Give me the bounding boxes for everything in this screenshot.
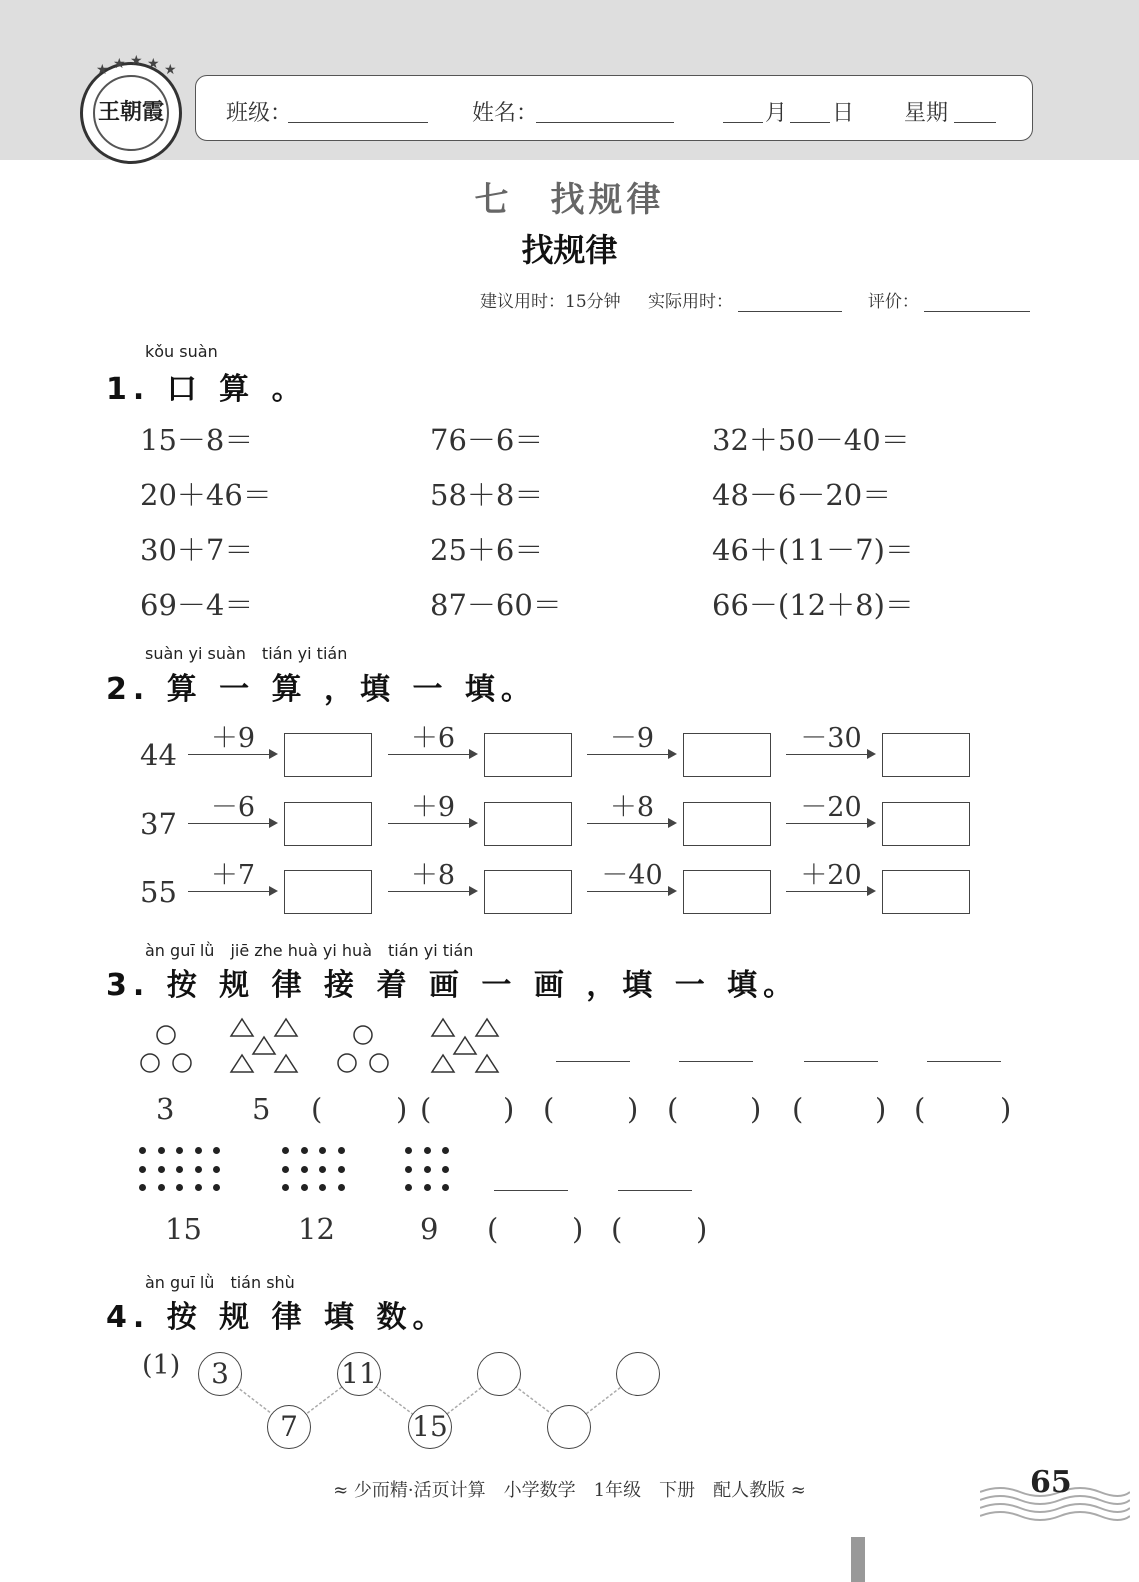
dot-mark [338,1147,345,1154]
answer-slot[interactable] [681,1096,750,1126]
answer-slot[interactable] [557,1096,627,1126]
actual-time-label: 实际用时： [648,292,734,312]
q1-title: 1. 口 算 。 [106,372,308,407]
draw-blank[interactable] [618,1190,692,1191]
draw-blank[interactable] [927,1061,1001,1062]
triangle-shape [275,1019,297,1036]
day-label: 日 [832,101,855,126]
answer-slot[interactable] [625,1216,696,1246]
dot-mark [176,1184,183,1191]
chain-start-number: 55 [140,875,177,909]
blank-number-circle[interactable] [477,1352,521,1396]
operation-label: －6 [210,792,256,823]
answer-box[interactable] [683,802,771,846]
paren-open: ( [792,1092,804,1126]
dot-mark [282,1184,289,1191]
q2-pinyin: suàn yi suàn tián yi tián [145,644,348,663]
q1-expr: 32＋50－40＝ [712,423,910,457]
rating-field[interactable] [924,293,1030,312]
paren-close: ) [696,1212,708,1246]
star-icon: ★ [164,62,177,78]
dot-mark [442,1147,449,1154]
answer-box[interactable] [284,870,372,914]
answer-box[interactable] [484,870,572,914]
timing-line [480,287,1030,312]
dot-mark [195,1184,202,1191]
dot-mark [139,1166,146,1173]
q1-expr: 76－6＝ [430,423,544,457]
arrow-icon [188,754,276,755]
answer-box[interactable] [882,802,970,846]
dot-mark [139,1184,146,1191]
blank-number-circle[interactable] [547,1405,591,1449]
name-label: 姓名： [472,101,539,126]
answer-slot[interactable] [501,1216,572,1246]
draw-blank[interactable] [556,1061,630,1062]
dot-mark [176,1166,183,1173]
q2-title: 2. 算 一 算 ，填 一 填。 [106,672,537,707]
dot-mark [424,1184,431,1191]
dot-mark [158,1147,165,1154]
triangle-shape [231,1019,253,1036]
dot-mark [213,1184,220,1191]
q1-expr: 87－60＝ [430,588,562,622]
operation-label: －9 [609,723,655,754]
star-icon: ★ [96,62,109,78]
dot-mark [442,1166,449,1173]
day-field[interactable] [790,100,830,123]
dot-mark [319,1184,326,1191]
logo-text: 王朝霞 [97,99,164,125]
number-circle: 3 [198,1352,242,1396]
weekday-label: 星期 [904,101,949,126]
paren-open: ( [420,1092,432,1126]
number-circle: 15 [408,1405,452,1449]
operation-label: ＋9 [210,723,256,754]
dot-mark [195,1147,202,1154]
q1-expr: 66－(12＋8)＝ [712,588,914,622]
paren-open: ( [311,1092,323,1126]
dot-mark [301,1147,308,1154]
dot-mark [405,1184,412,1191]
q1-expr: 48－6－20＝ [712,478,892,512]
arrow-icon [188,891,276,892]
arrow-icon [587,891,675,892]
operation-label: ＋6 [410,723,456,754]
month-field[interactable] [723,100,763,123]
dot-mark [442,1184,449,1191]
paren-open: ( [611,1212,623,1246]
answer-box[interactable] [284,802,372,846]
operation-label: －20 [800,792,862,823]
paren-close: ) [503,1092,515,1126]
arrow-icon [188,823,276,824]
paren-close: ) [1000,1092,1012,1126]
section-title: 找规律 [521,231,618,269]
q1-expr: 46＋(11－7)＝ [712,533,914,567]
operation-label: ＋20 [800,860,862,891]
paren-close: ) [627,1092,639,1126]
circle-shape [173,1054,191,1072]
chapter-title: 七 找规律 [474,180,665,220]
triangle-shape [231,1055,253,1072]
footer-text: ≈ 少而精·活页计算 小学数学 1年级 下册 配人教版 ≈ [333,1480,806,1501]
arrow-icon [786,891,874,892]
paren-close: ) [396,1092,408,1126]
circle-shape [141,1054,159,1072]
q1-expr: 30＋7＝ [140,533,254,567]
arrow-icon [786,823,874,824]
dot-mark [213,1147,220,1154]
answer-slot[interactable] [434,1096,503,1126]
triangle-shape [454,1037,476,1054]
operation-label: －40 [601,860,663,891]
q3-pinyin: àn guī lǜ jiē zhe huà yi huà tián yi tián [145,941,474,960]
triangle-shape [275,1055,297,1072]
q3-title: 3. 按 规 律 接 着 画 一 画 ，填 一 填。 [106,968,800,1003]
operation-label: ＋7 [210,860,256,891]
answer-box[interactable] [882,733,970,777]
dot-mark [139,1147,146,1154]
blank-number-circle[interactable] [616,1352,660,1396]
q1-expr: 69－4＝ [140,588,254,622]
dot-mark [158,1184,165,1191]
pattern-number: 12 [298,1212,335,1246]
chain-start-number: 37 [140,807,177,841]
number-circle: 7 [267,1405,311,1449]
operation-label: ＋8 [410,860,456,891]
suggested-time: 建议用时：15分钟 [480,292,621,312]
triangle-shape [253,1037,275,1054]
q4-title: 4. 按 规 律 填 数。 [106,1300,449,1335]
dot-mark [424,1166,431,1173]
draw-blank[interactable] [494,1190,568,1191]
class-label: 班级： [226,101,293,126]
dot-mark [195,1166,202,1173]
dot-mark [405,1147,412,1154]
circle-shape [354,1026,372,1044]
answer-box[interactable] [484,733,572,777]
circle-shape [157,1026,175,1044]
name-field[interactable] [536,100,674,123]
arrow-icon [388,754,476,755]
answer-box[interactable] [284,733,372,777]
pattern-number: 15 [165,1212,202,1246]
answer-box[interactable] [484,802,572,846]
dot-mark [319,1166,326,1173]
dot-mark [338,1184,345,1191]
dot-mark [405,1166,412,1173]
answer-slot[interactable] [806,1096,875,1126]
dot-mark [213,1166,220,1173]
dot-mark [301,1184,308,1191]
star-icon: ★ [130,53,143,69]
paren-open: ( [914,1092,926,1126]
edge-marker [851,1537,865,1582]
paren-open: ( [667,1092,679,1126]
q1-expr: 20＋46＝ [140,478,272,512]
triangle-shape [432,1055,454,1072]
q1-expr: 15－8＝ [140,423,254,457]
arrow-icon [587,823,675,824]
number-circle: 11 [337,1352,381,1396]
q4-pinyin: àn guī lǜ tián shù [145,1273,295,1292]
triangle-shape [476,1019,498,1036]
triangle-shape [432,1019,454,1036]
pattern-number: 3 [156,1092,175,1126]
dot-mark [319,1147,326,1154]
pattern-number: 5 [252,1092,271,1126]
q1-expr: 25＋6＝ [430,533,544,567]
circle-shape [370,1054,388,1072]
operation-label: ＋8 [609,792,655,823]
answer-box[interactable] [683,733,771,777]
star-icon: ★ [147,56,160,72]
answer-box[interactable] [882,870,970,914]
rating-label: 评价： [867,292,919,312]
weekday-field[interactable] [954,100,996,123]
part-label: (1) [142,1350,181,1381]
answer-slot[interactable] [928,1096,1000,1126]
dot-mark [282,1166,289,1173]
paren-close: ) [750,1092,762,1126]
dot-mark [301,1166,308,1173]
chain-start-number: 44 [140,738,177,772]
answer-box[interactable] [683,870,771,914]
dot-mark [338,1166,345,1173]
paren-open: ( [487,1212,499,1246]
dot-mark [424,1147,431,1154]
circle-shape [338,1054,356,1072]
student-info-box [195,75,1033,141]
dot-mark [282,1147,289,1154]
star-icon: ★ [113,56,126,72]
shape-pattern [130,1010,510,1080]
q1-pinyin: kǒu suàn [145,342,218,361]
page-number: 65 [1030,1465,1072,1500]
arrow-icon [587,754,675,755]
arrow-icon [388,891,476,892]
pattern-number: 9 [420,1212,439,1246]
arrow-icon [388,823,476,824]
answer-slot[interactable] [325,1096,396,1126]
class-field[interactable] [288,100,428,123]
paren-close: ) [875,1092,887,1126]
triangle-shape [476,1055,498,1072]
month-label: 月 [765,101,788,126]
operation-label: ＋9 [410,792,456,823]
draw-blank[interactable] [804,1061,878,1062]
paren-close: ) [572,1212,584,1246]
arrow-icon [786,754,874,755]
operation-label: －30 [800,723,862,754]
dot-mark [158,1166,165,1173]
paren-open: ( [543,1092,555,1126]
actual-time-field[interactable] [738,293,842,312]
q1-expr: 58＋8＝ [430,478,544,512]
dot-mark [176,1147,183,1154]
draw-blank[interactable] [679,1061,753,1062]
